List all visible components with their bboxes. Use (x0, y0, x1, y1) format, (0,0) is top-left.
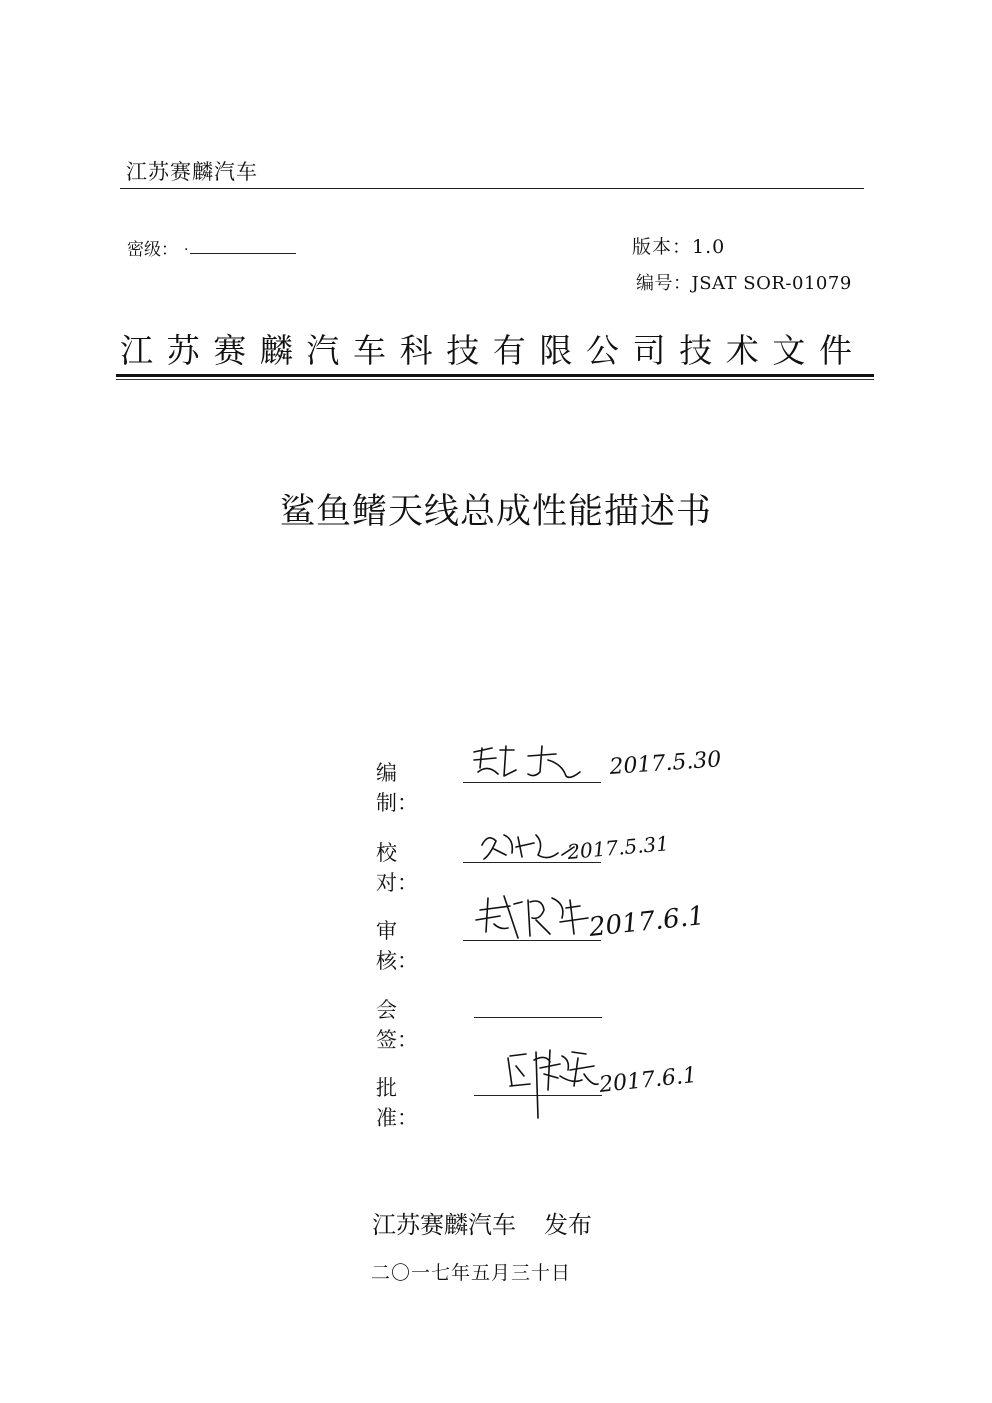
sig-label-char: 批 (376, 1076, 397, 1100)
sig-label-char: 校 (376, 841, 397, 865)
sig-row-countersign (376, 994, 466, 1054)
sig-label-char: 制： (376, 791, 418, 815)
secret-level-mark: . (184, 238, 189, 254)
handwritten-date-reviewed: 2017.6.1 (587, 901, 706, 943)
sig-label-char: 会 (376, 998, 397, 1022)
issue-date: 二〇一七年五月三十日 (371, 1262, 572, 1284)
company-title: 江苏赛麟汽车科技有限公司技术文件 (120, 331, 866, 370)
sig-line-countersign[interactable] (474, 1017, 602, 1018)
handwritten-signature-approved (500, 1040, 720, 1120)
version-label: 版本：1.0 (632, 236, 726, 258)
sig-row-approved (376, 1072, 466, 1132)
handwritten-date-approved: 2017.6.1 (598, 1062, 699, 1098)
sig-label-char: 签： (376, 1028, 418, 1052)
publisher-line (372, 1205, 592, 1240)
sig-row-checked (376, 837, 466, 897)
sig-label-char: 对： (376, 871, 418, 895)
document-title: 鲨鱼鳍天线总成性能描述书 (279, 492, 712, 532)
secret-level-label: 密级： (127, 240, 178, 260)
sig-label-char: 审 (376, 919, 397, 943)
publisher-name: 江苏赛麟汽车 (372, 1211, 516, 1239)
publish-word: 发布 (544, 1211, 592, 1239)
title-divider-thin (116, 379, 874, 380)
sig-label-char: 核： (376, 949, 418, 973)
company-header: 江苏赛麟汽车 (126, 160, 258, 184)
handwritten-signature-checked (478, 825, 678, 870)
document-number: 编号：JSAT SOR-01079 (636, 273, 852, 294)
handwritten-signature-reviewed (470, 888, 710, 948)
handwritten-date-checked: 2017.5.31 (566, 831, 670, 864)
sig-label-char: 准： (376, 1106, 418, 1130)
sig-label-char: 编 (376, 761, 397, 785)
header-divider (120, 188, 864, 189)
handwritten-signature-prepared (470, 742, 723, 787)
handwritten-date-prepared: 2017.5.30 (608, 747, 723, 780)
sig-row-reviewed (376, 915, 466, 975)
secret-level-field[interactable] (190, 253, 296, 254)
title-divider-thick (116, 374, 874, 377)
sig-row-prepared (376, 757, 466, 817)
